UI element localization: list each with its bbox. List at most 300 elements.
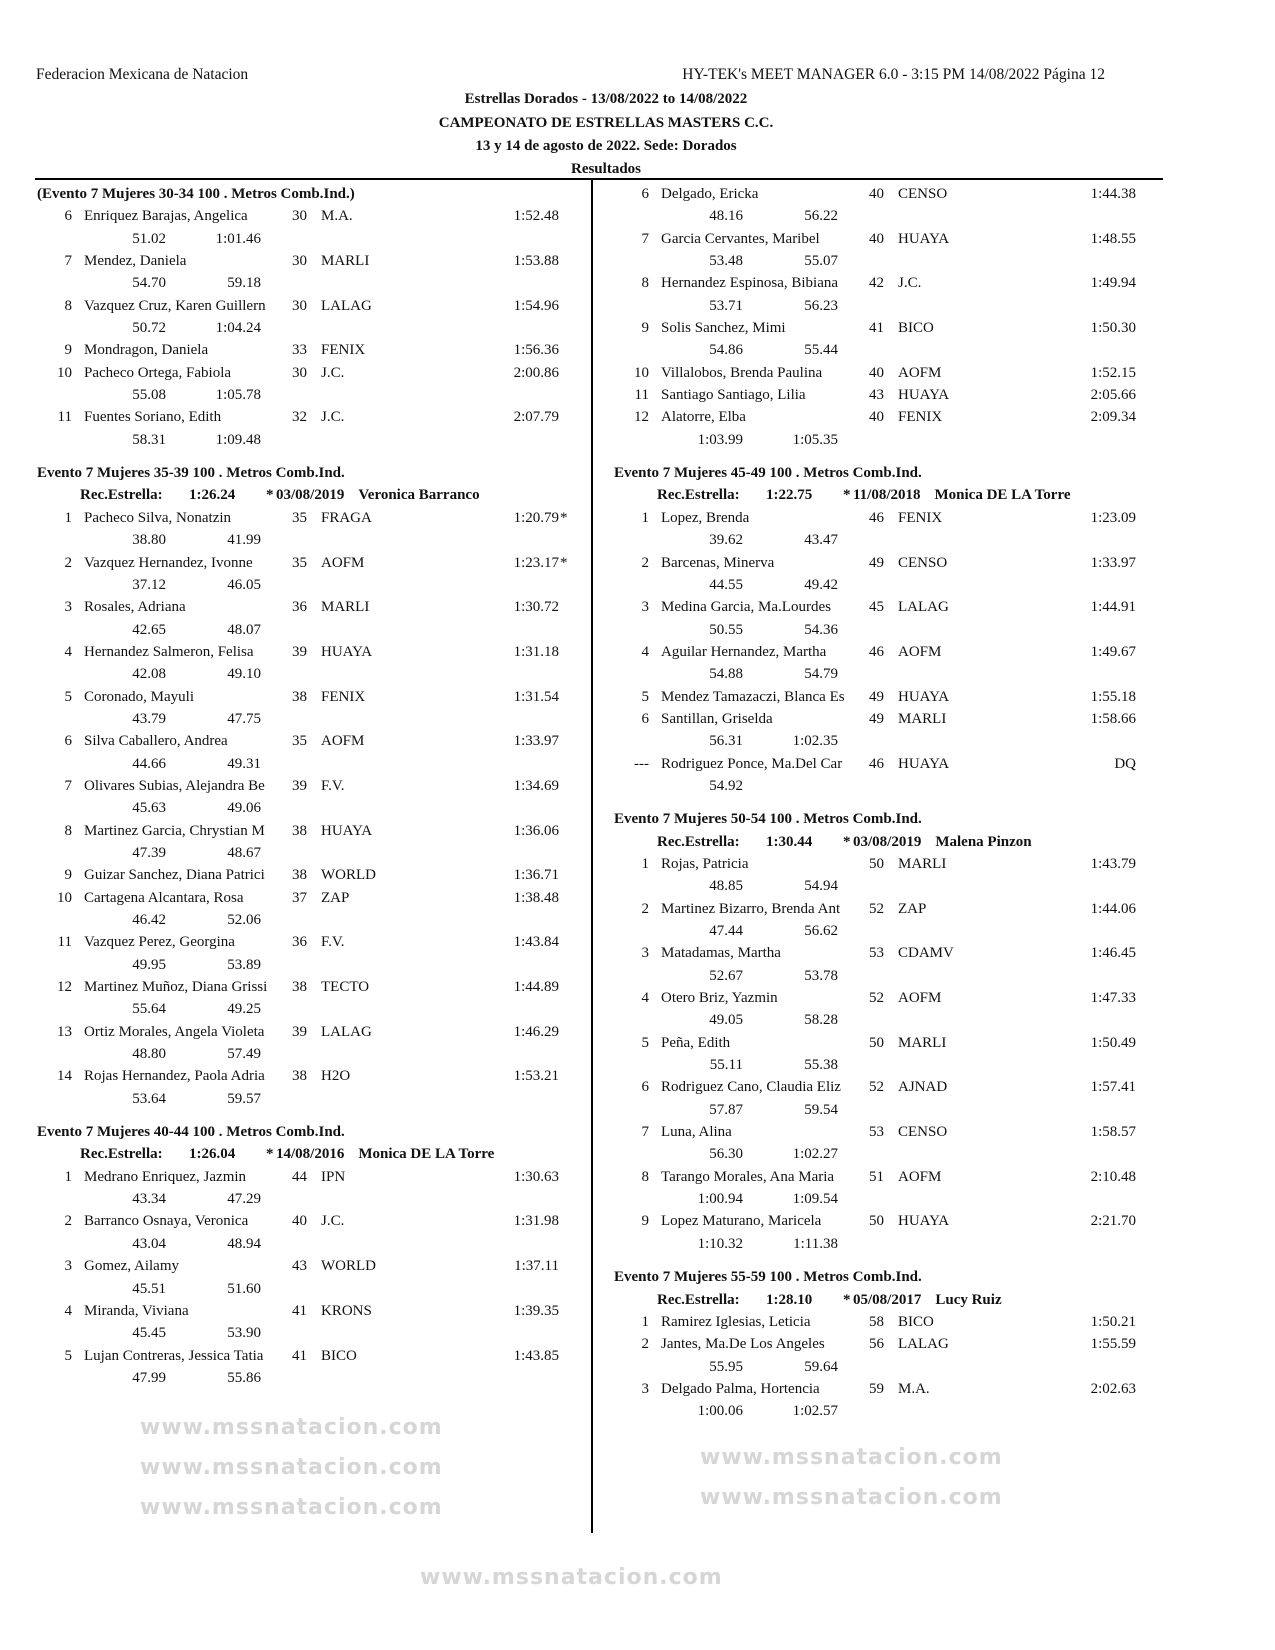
- split-time: 47.29: [227, 1191, 261, 1208]
- swimmer-name: Hernandez Espinosa, Bibiana: [661, 275, 839, 292]
- team: MARLI: [321, 599, 370, 616]
- swimmer-name: Lujan Contreras, Jessica Tatia: [84, 1347, 264, 1364]
- final-time: 2:02.63: [1090, 1380, 1136, 1397]
- team: M.A.: [321, 208, 353, 225]
- age: 49: [869, 710, 884, 727]
- team: FENIX: [898, 409, 943, 426]
- split-row: [35, 1188, 595, 1210]
- swimmer-name: Delgado, Ericka: [661, 186, 759, 202]
- final-time: 1:33.97: [513, 733, 559, 750]
- record-date-holder: [853, 831, 1032, 853]
- swimmer-name: Garcia Cervantes, Maribel: [661, 230, 820, 247]
- record-date-holder: [853, 1289, 1002, 1311]
- split-time: 52.06: [227, 912, 261, 928]
- header-divider: [35, 178, 1163, 180]
- team: AOFM: [321, 554, 365, 571]
- age: 30: [292, 208, 307, 225]
- result-row: [35, 406, 595, 428]
- team: AOFM: [898, 1168, 942, 1185]
- swimmer-name: Matadamas, Martha: [661, 945, 781, 962]
- split-row: [35, 954, 595, 976]
- split-time: 38.80: [132, 532, 166, 549]
- age: 42: [869, 275, 884, 292]
- age: 40: [869, 186, 884, 202]
- split-time: 53.90: [227, 1325, 261, 1342]
- split-row: [612, 619, 1172, 641]
- split-time: 39.62: [709, 532, 743, 549]
- final-time: 2:05.66: [1090, 387, 1136, 404]
- split-time: 59.18: [227, 275, 261, 292]
- team: BICO: [898, 1313, 934, 1330]
- final-time: 1:30.63: [513, 1168, 559, 1185]
- split-row: [612, 250, 1172, 272]
- final-time: 1:30.72: [513, 599, 559, 616]
- split-time: 42.65: [132, 621, 166, 638]
- result-row: [612, 987, 1172, 1009]
- age: 46: [869, 509, 884, 526]
- result-row: [612, 1378, 1172, 1400]
- event-header-line: [35, 183, 595, 205]
- result-row: [612, 1311, 1172, 1333]
- swimmer-name: Miranda, Viviana: [84, 1302, 189, 1319]
- final-time: 1:52.15: [1090, 364, 1136, 381]
- result-row: [35, 596, 595, 618]
- final-time: 1:46.29: [513, 1023, 559, 1040]
- split-row: [35, 1322, 595, 1344]
- final-time: 1:53.88: [513, 253, 559, 270]
- split-row: [612, 775, 1172, 797]
- split-row: [35, 272, 595, 294]
- swimmer-name: Rojas, Patricia: [661, 855, 749, 872]
- swimmer-name: Cartagena Alcantara, Rosa: [84, 889, 244, 906]
- swimmer-name: Villalobos, Brenda Paulina: [661, 364, 823, 381]
- split-time: 48.07: [227, 621, 261, 638]
- event-block: [612, 183, 1172, 451]
- split-time: 55.07: [804, 253, 838, 270]
- split-time: 1:09.54: [792, 1191, 838, 1208]
- final-time: 2:21.70: [1090, 1213, 1136, 1230]
- age: 35: [292, 554, 307, 571]
- swimmer-name: Medina Garcia, Ma.Lourdes: [661, 599, 831, 616]
- split-time: 53.89: [227, 956, 261, 973]
- split-time: 43.04: [132, 1235, 166, 1252]
- team: HUAYA: [898, 230, 950, 247]
- place: 3: [641, 599, 649, 616]
- record-mark: *: [843, 833, 851, 850]
- split-time: 43.79: [132, 710, 166, 727]
- split-time: 53.64: [132, 1090, 166, 1107]
- record-date: 03/08/2019: [853, 833, 922, 850]
- split-time: 54.86: [709, 342, 743, 359]
- record-mark: *: [266, 487, 274, 504]
- split-time: 48.94: [227, 1235, 261, 1252]
- split-row: [612, 920, 1172, 942]
- result-row: [35, 295, 595, 317]
- result-row: [35, 205, 595, 227]
- final-time: 1:55.18: [1090, 688, 1136, 705]
- team: HUAYA: [898, 1213, 950, 1230]
- split-time: 59.54: [804, 1101, 838, 1118]
- result-row: [35, 730, 595, 752]
- split-row: [612, 663, 1172, 685]
- result-row: [612, 183, 1172, 205]
- team: MARLI: [898, 855, 947, 872]
- swimmer-name: Rojas Hernandez, Paola Adria: [84, 1068, 265, 1085]
- event-title: (Evento 7 Mujeres 30-34 100 . Metros Comb.Ind.): [37, 186, 355, 202]
- result-row: [35, 1345, 595, 1367]
- record-time: 1:26.04: [189, 1146, 236, 1163]
- team: MARLI: [321, 253, 370, 270]
- split-row: [612, 730, 1172, 752]
- swimmer-name: Tarango Morales, Ana Maria: [661, 1168, 835, 1185]
- split-time: 56.30: [709, 1146, 743, 1163]
- place: 8: [64, 822, 72, 839]
- swimmer-name: Lopez Maturano, Maricela: [661, 1213, 822, 1230]
- split-time: 1:10.32: [697, 1235, 743, 1252]
- age: 30: [292, 253, 307, 270]
- team: J.C.: [898, 275, 922, 292]
- age: 32: [292, 409, 307, 426]
- split-time: 45.45: [132, 1325, 166, 1342]
- swimmer-name: Alatorre, Elba: [661, 409, 746, 426]
- age: 53: [869, 945, 884, 962]
- split-time: 1:09.48: [215, 431, 261, 448]
- result-row: [612, 1333, 1172, 1355]
- swimmer-name: Santiago Santiago, Lilia: [661, 387, 806, 404]
- result-row: [612, 708, 1172, 730]
- age: 56: [869, 1336, 884, 1353]
- place: 1: [641, 1313, 649, 1330]
- split-time: 50.55: [709, 621, 743, 638]
- swimmer-name: Fuentes Soriano, Edith: [84, 409, 222, 426]
- split-time: 43.34: [132, 1191, 166, 1208]
- record-time: 1:28.10: [766, 1291, 813, 1308]
- swimmer-name: Mendez, Daniela: [84, 253, 187, 270]
- final-time: 1:56.36: [513, 342, 559, 359]
- watermark: www.mssnatacion.com: [140, 1455, 443, 1480]
- record-holder: Monica DE LA Torre: [934, 487, 1071, 504]
- swimmer-name: Ortiz Morales, Angela Violeta: [84, 1023, 265, 1040]
- split-row: [612, 1099, 1172, 1121]
- age: 58: [869, 1313, 884, 1330]
- place: 7: [641, 1124, 649, 1141]
- split-time: 53.48: [709, 253, 743, 270]
- event-header-line: [35, 462, 595, 484]
- swimmer-name: Otero Briz, Yazmin: [661, 990, 778, 1007]
- age: 53: [869, 1124, 884, 1141]
- swimmer-name: Peña, Edith: [661, 1034, 731, 1051]
- split-time: 55.86: [227, 1369, 261, 1386]
- age: 46: [869, 755, 884, 772]
- team: AJNAD: [898, 1079, 948, 1096]
- age: 59: [869, 1380, 884, 1397]
- swimmer-name: Rodriguez Ponce, Ma.Del Car: [661, 755, 843, 772]
- swimmer-name: Medrano Enriquez, Jazmin: [84, 1168, 247, 1185]
- team: AOFM: [898, 990, 942, 1007]
- result-row: [35, 641, 595, 663]
- final-time: 2:10.48: [1090, 1168, 1136, 1185]
- age: 37: [292, 889, 307, 906]
- split-time: 48.67: [227, 844, 261, 861]
- split-time: 1:05.78: [215, 387, 261, 404]
- result-row: [35, 1021, 595, 1043]
- result-row: [612, 1076, 1172, 1098]
- final-time: 1:43.85: [513, 1347, 559, 1364]
- result-row: [612, 1166, 1172, 1188]
- split-row: [612, 574, 1172, 596]
- result-row: [35, 552, 595, 574]
- place: 4: [641, 990, 649, 1007]
- final-time: 1:50.30: [1090, 320, 1136, 337]
- swimmer-name: Barcenas, Minerva: [661, 554, 775, 571]
- place: 2: [64, 1213, 72, 1230]
- age: 38: [292, 688, 307, 705]
- final-time: 1:50.49: [1090, 1034, 1136, 1051]
- final-time: 1:43.79: [1090, 855, 1136, 872]
- final-time: 1:38.48: [513, 889, 559, 906]
- age: 40: [869, 230, 884, 247]
- results-title: Resultados: [570, 161, 641, 177]
- split-time: 56.31: [709, 733, 743, 750]
- split-time: 52.67: [709, 967, 743, 984]
- age: 52: [869, 900, 884, 917]
- age: 43: [869, 387, 884, 404]
- record-date: 11/08/2018: [853, 487, 921, 504]
- split-time: 47.99: [132, 1369, 166, 1386]
- age: 41: [292, 1347, 307, 1364]
- split-row: [612, 875, 1172, 897]
- place: 5: [64, 688, 72, 705]
- event-header-line: [612, 1266, 1172, 1288]
- final-time: 1:31.54: [513, 688, 559, 705]
- team: CENSO: [898, 554, 948, 571]
- split-time: 1:02.57: [792, 1403, 838, 1420]
- record-line: [612, 831, 1172, 853]
- age: 36: [292, 599, 307, 616]
- record-time: 1:22.75: [766, 487, 813, 504]
- split-row: [35, 1233, 595, 1255]
- place: 3: [641, 1380, 649, 1397]
- age: 50: [869, 1034, 884, 1051]
- final-time: 1:58.66: [1090, 710, 1136, 727]
- team: LALAG: [321, 1023, 372, 1040]
- result-row: [612, 552, 1172, 574]
- final-time: 1:44.91: [1090, 599, 1136, 616]
- record-mark: *: [560, 554, 568, 571]
- team: WORLD: [321, 867, 376, 884]
- team: BICO: [898, 320, 934, 337]
- result-row: [35, 931, 595, 953]
- place: 9: [641, 1213, 649, 1230]
- split-time: 49.06: [227, 800, 261, 817]
- swimmer-name: Mondragon, Daniela: [84, 342, 209, 359]
- record-holder: Lucy Ruiz: [935, 1291, 1002, 1308]
- place: 6: [641, 710, 649, 727]
- record-date: 14/08/2016: [276, 1146, 345, 1163]
- place: 10: [634, 364, 649, 381]
- place: 10: [57, 364, 72, 381]
- age: 39: [292, 777, 307, 794]
- event-title: Evento 7 Mujeres 35-39 100 . Metros Comb.Ind.: [37, 465, 345, 482]
- final-time: 1:49.67: [1090, 643, 1136, 660]
- split-time: 49.95: [132, 956, 166, 973]
- age: 50: [869, 855, 884, 872]
- result-row: [35, 887, 595, 909]
- final-time: 1:43.84: [513, 934, 559, 951]
- watermark: www.mssnatacion.com: [700, 1485, 1003, 1510]
- age: 35: [292, 733, 307, 750]
- result-row: [35, 507, 595, 529]
- split-time: 1:00.06: [697, 1403, 743, 1420]
- final-time: 1:33.97: [1090, 554, 1136, 571]
- team: FENIX: [321, 688, 366, 705]
- event-header-line: [612, 462, 1172, 484]
- final-time: 1:36.71: [513, 867, 559, 884]
- split-time: 55.38: [804, 1057, 838, 1074]
- place: 6: [641, 186, 649, 202]
- place: 6: [641, 1079, 649, 1096]
- swimmer-name: Luna, Alina: [661, 1124, 732, 1141]
- final-time: 1:49.94: [1090, 275, 1136, 292]
- event-title: Evento 7 Mujeres 50-54 100 . Metros Comb.Ind.: [614, 811, 922, 828]
- split-row: [35, 317, 595, 339]
- record-holder: Monica DE LA Torre: [358, 1146, 495, 1163]
- result-row: [35, 864, 595, 886]
- split-time: 54.36: [804, 621, 838, 638]
- age: 46: [869, 643, 884, 660]
- place: 3: [641, 945, 649, 962]
- result-row: [35, 339, 595, 361]
- result-row: [612, 317, 1172, 339]
- final-time: 1:54.96: [513, 297, 559, 314]
- result-row: [612, 942, 1172, 964]
- record-label: Rec.Estrella:: [657, 833, 740, 850]
- result-row: [612, 228, 1172, 250]
- swimmer-name: Enriquez Barajas, Angelica: [84, 208, 248, 225]
- split-row: [35, 619, 595, 641]
- final-time: 1:57.41: [1090, 1079, 1136, 1096]
- split-row: [35, 1043, 595, 1065]
- record-date-holder: [276, 1143, 494, 1165]
- final-time: 2:07.79: [513, 409, 559, 426]
- final-time: 2:00.86: [513, 364, 559, 381]
- place: 11: [634, 387, 649, 404]
- result-row: [35, 1255, 595, 1277]
- results-column-left: [35, 183, 595, 1389]
- split-row: [612, 965, 1172, 987]
- place: 4: [64, 1302, 72, 1319]
- split-time: 49.31: [227, 755, 261, 772]
- place: 13: [57, 1023, 72, 1040]
- age: 39: [292, 643, 307, 660]
- result-row: [612, 641, 1172, 663]
- age: 36: [292, 934, 307, 951]
- team: FENIX: [321, 342, 366, 359]
- split-time: 59.64: [804, 1358, 838, 1375]
- split-time: 1:00.94: [697, 1191, 743, 1208]
- place: 5: [64, 1347, 72, 1364]
- record-date-holder: [853, 484, 1071, 506]
- split-row: [612, 339, 1172, 361]
- team: ZAP: [321, 889, 350, 906]
- results-column-right: [612, 183, 1172, 1423]
- place: 1: [64, 509, 72, 526]
- organization-name: Federacion Mexicana de Natacion: [36, 66, 249, 83]
- swimmer-name: Vazquez Hernandez, Ivonne: [84, 554, 253, 571]
- age: 49: [869, 554, 884, 571]
- final-time: 1:44.38: [1090, 186, 1136, 202]
- split-time: 1:02.27: [792, 1146, 838, 1163]
- record-line: [35, 1143, 595, 1165]
- final-time: 1:58.57: [1090, 1124, 1136, 1141]
- place: 1: [641, 509, 649, 526]
- split-time: 1:11.38: [793, 1235, 838, 1252]
- result-row: [612, 384, 1172, 406]
- split-time: 45.51: [132, 1280, 166, 1297]
- team: LALAG: [321, 297, 372, 314]
- split-time: 1:01.46: [215, 230, 261, 247]
- age: 51: [869, 1168, 884, 1185]
- record-label: Rec.Estrella:: [80, 1146, 163, 1163]
- split-row: [35, 429, 595, 451]
- split-row: [612, 1009, 1172, 1031]
- split-time: 1:02.35: [792, 733, 838, 750]
- age: 33: [292, 342, 307, 359]
- event-title: Evento 7 Mujeres 45-49 100 . Metros Comb.Ind.: [614, 465, 922, 482]
- place: 3: [64, 599, 72, 616]
- team: HUAYA: [898, 688, 950, 705]
- split-row: [35, 384, 595, 406]
- swimmer-name: Martinez Bizarro, Brenda Ant: [661, 900, 841, 917]
- split-time: 57.87: [709, 1101, 743, 1118]
- result-row: [35, 362, 595, 384]
- swimmer-name: Coronado, Mayuli: [84, 688, 194, 705]
- split-time: 1:05.35: [792, 431, 838, 448]
- team: J.C.: [321, 364, 345, 381]
- split-time: 54.70: [132, 275, 166, 292]
- split-time: 54.88: [709, 666, 743, 683]
- split-time: 49.42: [804, 576, 838, 593]
- team: HUAYA: [321, 643, 373, 660]
- split-row: [612, 1054, 1172, 1076]
- place: 4: [64, 643, 72, 660]
- age: 40: [869, 364, 884, 381]
- split-row: [35, 909, 595, 931]
- swimmer-name: Martinez Muñoz, Diana Grissi: [84, 979, 268, 996]
- split-row: [35, 753, 595, 775]
- record-mark: *: [843, 487, 851, 504]
- event-header-line: [612, 808, 1172, 830]
- record-line: [612, 484, 1172, 506]
- record-holder: Veronica Barranco: [358, 487, 480, 504]
- swimmer-name: Pacheco Ortega, Fabiola: [84, 364, 232, 381]
- result-row: [612, 1032, 1172, 1054]
- final-time: 1:52.48: [513, 208, 559, 225]
- final-time: 1:31.98: [513, 1213, 559, 1230]
- final-time: 2:09.34: [1090, 409, 1136, 426]
- split-row: [35, 998, 595, 1020]
- place: 6: [64, 208, 72, 225]
- final-time: 1:23.17: [513, 554, 559, 571]
- record-label: Rec.Estrella:: [657, 1291, 740, 1308]
- record-holder: Malena Pinzon: [935, 833, 1032, 850]
- split-time: 55.08: [132, 387, 166, 404]
- split-row: [35, 529, 595, 551]
- final-time: 1:47.33: [1090, 990, 1136, 1007]
- split-row: [35, 842, 595, 864]
- age: 39: [292, 1023, 307, 1040]
- team: LALAG: [898, 599, 949, 616]
